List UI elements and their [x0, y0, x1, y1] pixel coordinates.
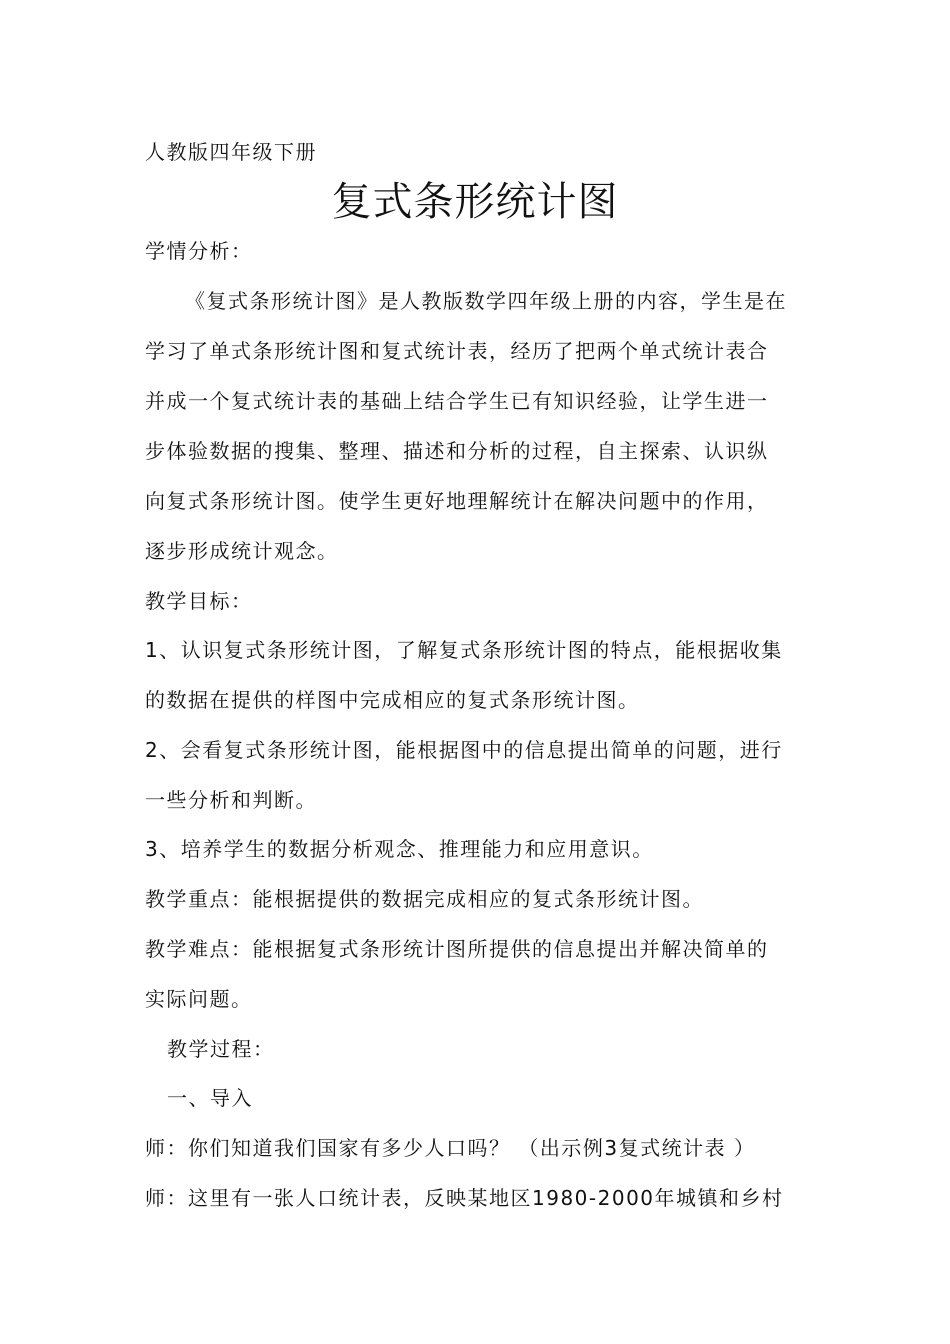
objective-line: 一些分析和判断。	[145, 788, 317, 812]
analysis-line: 并成一个复式统计表的基础上结合学生已有知识经验，让学生进一	[145, 389, 769, 413]
objective-line: 3、培养学生的数据分析观念、推理能力和应用意识。	[145, 837, 654, 861]
analysis-heading: 学情分析：	[145, 239, 253, 263]
analysis-line: 《复式条形统计图》是人教版数学四年级上册的内容，学生是在	[185, 289, 787, 313]
analysis-line: 学习了单式条形统计图和复式统计表，经历了把两个单式统计表合	[145, 339, 769, 363]
dialogue-line: 师：你们知道我们国家有多少人口吗？ （出示例3复式统计表 ）	[145, 1136, 756, 1160]
objective-line: 2、会看复式条形统计图，能根据图中的信息提出简单的问题，进行	[145, 738, 783, 762]
analysis-line: 向复式条形统计图。使学生更好地理解统计在解决问题中的作用，	[145, 489, 769, 513]
analysis-line: 步体验数据的搜集、整理、描述和分析的过程，自主探索、认识纵	[145, 439, 769, 463]
objective-line: 1、认识复式条形统计图，了解复式条形统计图的特点，能根据收集	[145, 638, 783, 662]
section-heading: 一、导入	[167, 1086, 253, 1110]
difficulty-line: 教学难点：能根据复式条形统计图所提供的信息提出并解决简单的	[145, 937, 769, 961]
dialogue-line: 师：这里有一张人口统计表，反映某地区1980-2000年城镇和乡村	[145, 1186, 784, 1210]
process-heading: 教学过程：	[167, 1037, 275, 1061]
difficulty-line: 实际问题。	[145, 987, 253, 1011]
objective-line: 的数据在提供的样图中完成相应的复式条形统计图。	[145, 688, 640, 712]
key-point: 教学重点：能根据提供的数据完成相应的复式条形统计图。	[145, 887, 704, 911]
page-title: 复式条形统计图	[331, 179, 619, 225]
analysis-line: 逐步形成统计观念。	[145, 539, 339, 563]
textbook-series: 人教版四年级下册	[145, 140, 317, 164]
objectives-heading: 教学目标：	[145, 589, 253, 613]
